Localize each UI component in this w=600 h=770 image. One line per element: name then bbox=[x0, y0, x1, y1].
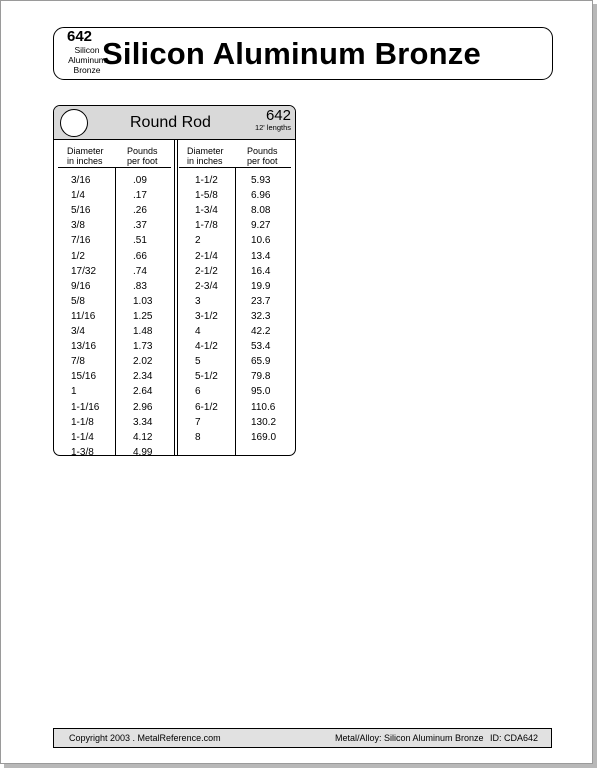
column-header-line: per foot bbox=[247, 156, 278, 166]
diameter-cell: 1-5/8 bbox=[195, 190, 218, 202]
pounds-per-foot-cell: 3.34 bbox=[133, 416, 153, 428]
card-header bbox=[54, 106, 295, 140]
pounds-per-foot-cell: 8.08 bbox=[251, 205, 271, 217]
pounds-per-foot-cell: 19.9 bbox=[251, 280, 271, 292]
alloy-number: 642 bbox=[67, 28, 93, 45]
column-header-line: Diameter bbox=[187, 146, 224, 156]
diameter-cell: 1-1/4 bbox=[71, 431, 94, 443]
diameter-cell: 1 bbox=[71, 386, 77, 398]
pounds-per-foot-cell: 6.96 bbox=[251, 190, 271, 202]
column-header-line: in inches bbox=[67, 156, 103, 166]
pounds-per-foot-cell: .74 bbox=[133, 265, 147, 277]
alloy-short-line: Silicon bbox=[74, 45, 100, 55]
page-footer bbox=[53, 728, 552, 748]
diameter-cell: 1-1/2 bbox=[195, 175, 218, 186]
pounds-per-foot-cell: .17 bbox=[133, 190, 147, 202]
pounds-per-foot-cell: 2.02 bbox=[133, 356, 153, 368]
diameter-cell: 15/16 bbox=[71, 371, 97, 383]
diameter-cell: 2 bbox=[195, 235, 201, 247]
copyright-text: Copyright 2003 . MetalReference.com bbox=[69, 733, 221, 743]
diameter-cell: 7/16 bbox=[71, 235, 91, 247]
diameter-cell: 3-1/2 bbox=[195, 310, 218, 322]
diameter-cell: 4 bbox=[195, 326, 201, 337]
lengths-note: 12' lengths bbox=[254, 123, 291, 132]
diameter-cell: 5 bbox=[195, 356, 201, 368]
pounds-per-foot-cell: 32.3 bbox=[251, 310, 271, 322]
diameter-cell: 6 bbox=[195, 386, 201, 398]
pounds-per-foot-cell: .83 bbox=[133, 280, 147, 292]
diameter-cell: 6-1/2 bbox=[195, 401, 218, 413]
pounds-per-foot-cell: 4.99 bbox=[133, 446, 153, 456]
pounds-per-foot-cell: 53.4 bbox=[251, 341, 271, 353]
metal-alloy-text: Metal/Alloy: Silicon Aluminum Bronze bbox=[335, 733, 484, 743]
table-divider bbox=[174, 139, 175, 455]
pounds-per-foot-cell: .37 bbox=[133, 220, 147, 232]
diameter-cell: 1-1/16 bbox=[71, 401, 100, 413]
diameter-cell: 3 bbox=[195, 295, 201, 307]
pounds-per-foot-cell: 23.7 bbox=[251, 295, 271, 307]
pounds-per-foot-cell: 42.2 bbox=[251, 326, 271, 337]
diameter-cell: 1-7/8 bbox=[195, 220, 218, 232]
pounds-per-foot-cell: 13.4 bbox=[251, 250, 271, 262]
pounds-per-foot-cell: 1.73 bbox=[133, 341, 153, 353]
diameter-cell: 5-1/2 bbox=[195, 371, 218, 383]
pounds-per-foot-cell: 1.25 bbox=[133, 310, 153, 322]
pounds-per-foot-cell: .51 bbox=[133, 235, 147, 247]
column-header-line: per foot bbox=[127, 156, 158, 166]
pounds-per-foot-cell: 2.34 bbox=[133, 371, 153, 383]
diameter-cell: 2-1/4 bbox=[195, 250, 218, 262]
pounds-per-foot-cell: 9.27 bbox=[251, 220, 271, 232]
pounds-per-foot-cell: 110.6 bbox=[251, 401, 276, 413]
diameter-cell: 9/16 bbox=[71, 280, 91, 292]
diameter-cell: 2-1/2 bbox=[195, 265, 218, 277]
pounds-per-foot-cell: .26 bbox=[133, 205, 147, 217]
diameter-cell: 2-3/4 bbox=[195, 280, 218, 292]
column-header-diameter bbox=[67, 146, 104, 166]
round-rod-card bbox=[53, 105, 296, 456]
pounds-per-foot-cell: 2.64 bbox=[133, 386, 153, 398]
diameter-cell: 17/32 bbox=[71, 265, 97, 277]
diameter-cell: 13/16 bbox=[71, 341, 97, 353]
document-id: ID: CDA642 bbox=[490, 733, 539, 743]
diameter-cell: 3/4 bbox=[71, 326, 85, 337]
column-header-diameter bbox=[187, 146, 224, 166]
diameter-cell: 3/16 bbox=[71, 175, 91, 186]
diameter-cell: 7/8 bbox=[71, 356, 85, 368]
card-alloy-number: 642 bbox=[265, 107, 291, 124]
diameter-cell: 1/4 bbox=[71, 190, 85, 202]
column-header-weight bbox=[247, 146, 278, 166]
diameter-cell: 8 bbox=[195, 431, 201, 443]
diameter-cell: 3/8 bbox=[71, 220, 85, 232]
column-divider bbox=[115, 167, 116, 455]
pounds-per-foot-cell: 16.4 bbox=[251, 265, 271, 277]
page-title: Silicon Aluminum Bronze bbox=[102, 36, 481, 71]
pounds-per-foot-cell: 1.48 bbox=[133, 326, 153, 337]
column-header-line: Diameter bbox=[67, 146, 104, 156]
diameter-cell: 7 bbox=[195, 416, 201, 428]
column-header-line: in inches bbox=[187, 156, 223, 166]
diameter-cell: 1-3/4 bbox=[195, 205, 218, 217]
diameter-cell: 4-1/2 bbox=[195, 341, 218, 353]
pounds-per-foot-cell: 79.8 bbox=[251, 371, 271, 383]
pounds-per-foot-cell: 2.96 bbox=[133, 401, 153, 413]
pounds-per-foot-cell: 4.12 bbox=[133, 431, 153, 443]
diameter-cell: 11/16 bbox=[71, 310, 96, 322]
pounds-per-foot-cell: 65.9 bbox=[251, 356, 271, 368]
column-header-weight bbox=[127, 146, 158, 166]
pounds-per-foot-cell: .09 bbox=[133, 175, 147, 186]
diameter-cell: 1/2 bbox=[71, 250, 85, 262]
diameter-cell: 5/8 bbox=[71, 295, 85, 307]
alloy-short-line: Bronze bbox=[73, 65, 101, 75]
page-header bbox=[53, 27, 553, 80]
diameter-cell: 1-3/8 bbox=[71, 446, 94, 456]
pounds-per-foot-cell: 95.0 bbox=[251, 386, 271, 398]
pounds-per-foot-cell: 130.2 bbox=[251, 416, 277, 428]
alloy-short-line: Aluminum bbox=[68, 55, 106, 65]
pounds-per-foot-cell: 10.6 bbox=[251, 235, 271, 247]
diameter-cell: 1-1/8 bbox=[71, 416, 94, 428]
circle-icon bbox=[60, 109, 88, 137]
column-divider bbox=[235, 167, 236, 455]
table-divider bbox=[177, 139, 178, 455]
pounds-per-foot-cell: 169.0 bbox=[251, 431, 277, 443]
pounds-per-foot-cell: .66 bbox=[133, 250, 147, 262]
pounds-per-foot-cell: 5.93 bbox=[251, 175, 271, 186]
diameter-cell: 5/16 bbox=[71, 205, 91, 217]
column-header-line: Pounds bbox=[127, 146, 158, 156]
column-header-line: Pounds bbox=[247, 146, 278, 156]
card-title: Round Rod bbox=[130, 114, 211, 131]
pounds-per-foot-cell: 1.03 bbox=[133, 295, 153, 307]
